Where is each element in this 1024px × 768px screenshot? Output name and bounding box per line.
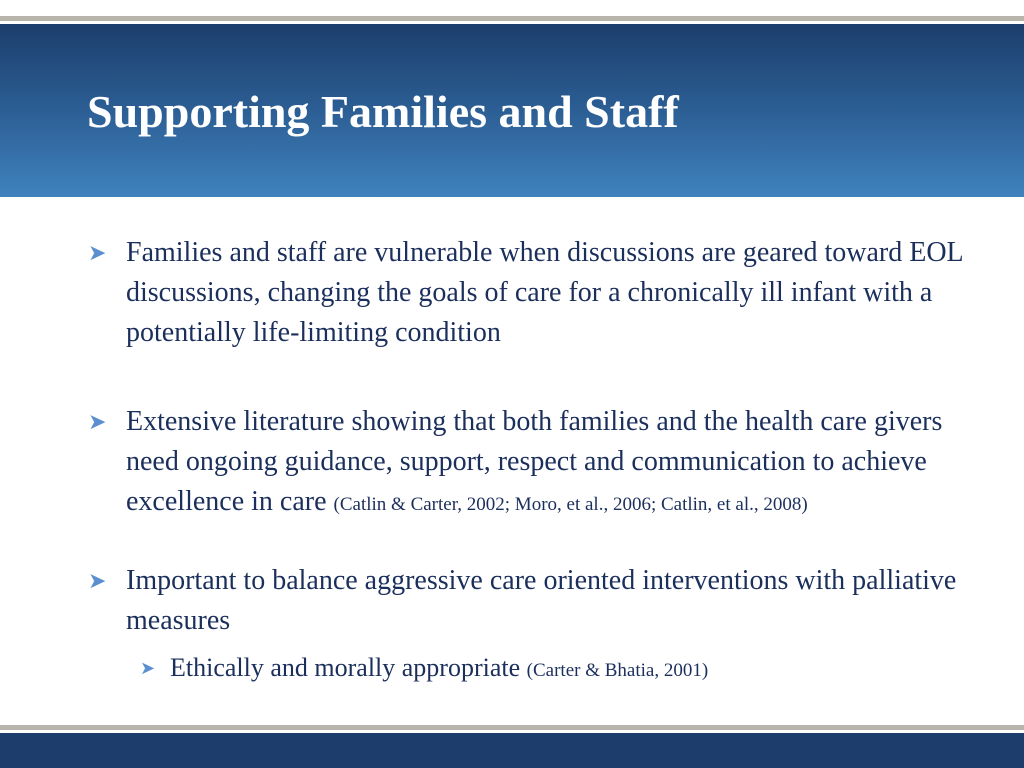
bullet-item: [88, 233, 968, 356]
slide-content: [0, 197, 1024, 725]
bullet-item: [88, 561, 968, 644]
bullet-text: Families and staff are vulnerable when discussions are geared toward EOL discussions, changing the goals of care for a chronically ill infant with a potentially life-limiting condition: [126, 237, 963, 348]
bullet-text: Important to balance aggressive care oriented interventions with palliative measures: [126, 565, 957, 636]
bullet-citation: (Catlin & Carter, 2002; Moro, et al., 2006; Catlin, et al., 2008): [333, 494, 808, 515]
arrowhead-bullet-icon: ➤: [88, 409, 107, 434]
bullet-text: Extensive literature showing that both families and the health care givers need ongoing guidance, support, respect and communication to achieve excellence in care (Catlin & Carter, 2002; Moro, et al., 2006; Catlin, et al., 2008): [126, 406, 943, 517]
footer-band: [0, 733, 1024, 768]
arrowhead-bullet-icon: ➤: [88, 568, 107, 593]
top-divider: [0, 16, 1024, 21]
title-banner: [0, 24, 1024, 197]
bottom-divider: [0, 725, 1024, 730]
arrowhead-bullet-icon: ➤: [88, 240, 107, 265]
sub-bullet-item: [140, 649, 960, 690]
sub-bullet-text: Ethically and morally appropriate (Carter & Bhatia, 2001): [170, 653, 709, 682]
slide-title: Supporting Families and Staff: [87, 86, 679, 137]
sub-bullet-citation: (Carter & Bhatia, 2001): [526, 660, 709, 681]
bullet-item: [88, 402, 968, 525]
arrowhead-bullet-icon: ➤: [140, 658, 156, 678]
